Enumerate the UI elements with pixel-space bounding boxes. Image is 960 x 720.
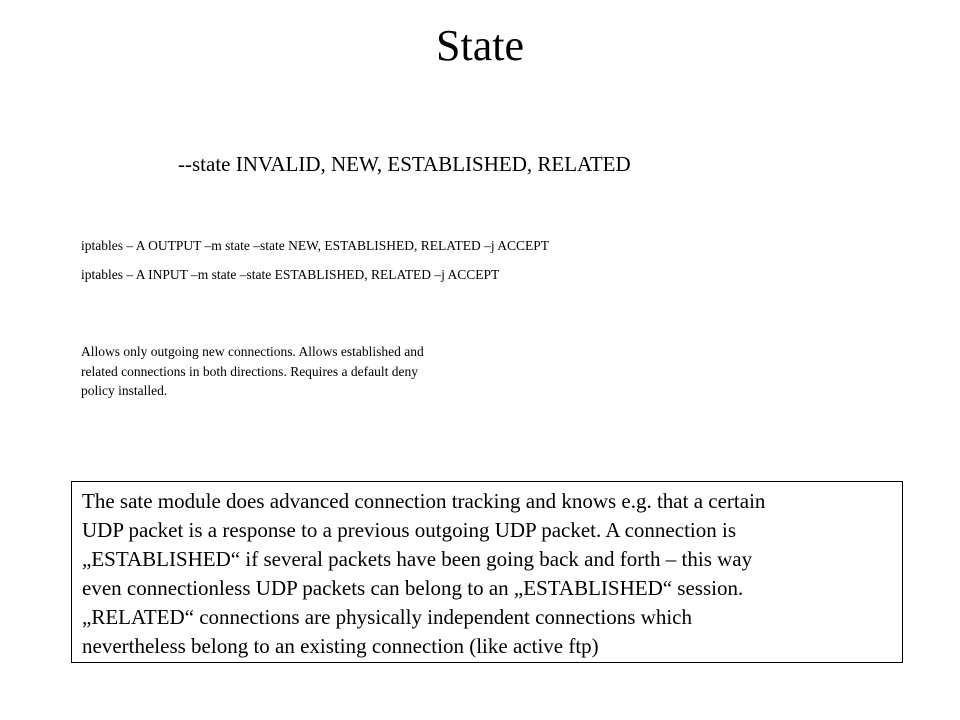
note-line: UDP packet is a response to a previous outgoing UDP packet. A connection is [82,518,736,542]
iptables-output-rule: iptables – A OUTPUT –m state –state NEW, ESTABLISHED, RELATED –j ACCEPT [81,238,550,253]
description-line: policy installed. [81,383,168,398]
state-option-line: --state INVALID, NEW, ESTABLISHED, RELATED [178,152,631,176]
state-module-note-box [71,481,903,663]
description-line: Allows only outgoing new connections. Allows established and [81,344,424,359]
note-line: The sate module does advanced connection tracking and knows e.g. that a certain [82,489,766,513]
slide-title: State [436,21,524,70]
note-line: nevertheless belong to an existing connection (like active ftp) [82,634,599,658]
iptables-input-rule: iptables – A INPUT –m state –state ESTABLISHED, RELATED –j ACCEPT [81,267,500,282]
description-line: related connections in both directions. Requires a default deny [81,363,419,379]
note-line: „RELATED“ connections are physically independent connections which [82,605,692,629]
note-line: „ESTABLISHED“ if several packets have been going back and forth – this way [82,547,753,571]
note-line: even connectionless UDP packets can belong to an „ESTABLISHED“ session. [82,576,744,600]
rules-description [81,342,501,401]
